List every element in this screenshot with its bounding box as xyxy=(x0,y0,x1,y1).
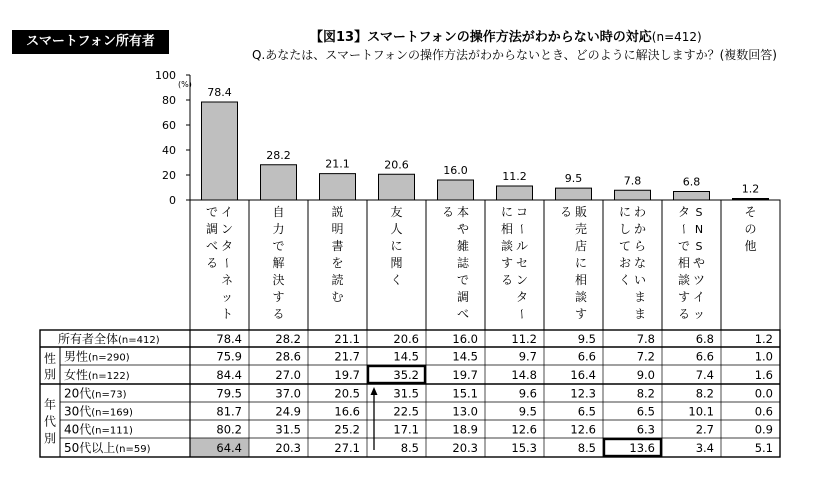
row-label-name: 男性 xyxy=(64,349,89,364)
bar-value-label: 21.1 xyxy=(325,157,350,171)
y-tick-label: 80 xyxy=(162,94,176,107)
table-cell: 5.1 xyxy=(754,441,773,455)
table-cell: 0.9 xyxy=(754,422,773,437)
table-cell: 9.5 xyxy=(518,404,537,419)
category-char: 自 xyxy=(272,205,285,219)
group-label-char: 別 xyxy=(43,431,57,446)
category-char: そ xyxy=(744,205,757,219)
category-char: を xyxy=(331,256,344,270)
table-cell: 78.4 xyxy=(216,332,242,346)
table-cell: 31.5 xyxy=(393,386,419,401)
table-cell: 6.5 xyxy=(636,404,655,419)
table-cell: 16.6 xyxy=(334,404,360,419)
table-cell: 21.7 xyxy=(334,349,360,364)
table-cell: 20.3 xyxy=(452,441,478,455)
table-cell: 2.7 xyxy=(695,422,714,437)
bar xyxy=(320,174,356,200)
category-char: る xyxy=(559,205,573,219)
category-char: む xyxy=(331,290,344,304)
bar xyxy=(556,188,592,200)
category-char: 説 xyxy=(331,205,344,219)
category-char: や xyxy=(692,256,706,270)
bar-value-label: 9.5 xyxy=(564,172,583,186)
table-cell: 19.7 xyxy=(452,368,478,382)
row-label xyxy=(64,349,130,364)
row-label xyxy=(58,331,160,346)
category-char: イ xyxy=(220,205,234,219)
bar xyxy=(615,190,651,200)
table-cell: 6.8 xyxy=(695,332,714,346)
y-tick-label: 40 xyxy=(162,144,176,157)
table-cell: 25.2 xyxy=(334,422,360,437)
table-cell: 6.6 xyxy=(577,349,596,364)
table-cell: 20.3 xyxy=(275,441,301,455)
category-char: 談 xyxy=(574,290,588,304)
table-cell: 27.0 xyxy=(275,368,301,382)
category-char: す xyxy=(272,290,285,304)
category-char: 相 xyxy=(500,222,514,236)
table-cell: 10.1 xyxy=(688,404,714,419)
table-cell: 15.3 xyxy=(511,441,537,455)
category-char: く xyxy=(618,273,632,287)
bar-value-label: 1.2 xyxy=(741,182,760,196)
table-cell: 6.3 xyxy=(636,422,655,437)
category-char: 雑 xyxy=(456,239,470,253)
category-char: ト xyxy=(220,307,234,321)
category-char: 他 xyxy=(744,239,757,253)
bar-value-label: 6.8 xyxy=(682,175,701,189)
table-cell: 16.4 xyxy=(570,368,596,382)
row-label-name: 女性 xyxy=(64,368,89,382)
table-cell: 27.1 xyxy=(334,441,360,455)
row-label xyxy=(64,440,151,455)
category-char: セ xyxy=(515,256,529,270)
table-cell: 7.8 xyxy=(636,332,655,346)
y-tick-label: 60 xyxy=(162,119,176,132)
table-cell: 35.2 xyxy=(393,368,419,382)
category-char: 決 xyxy=(272,273,285,287)
table-cell: 80.2 xyxy=(216,422,242,437)
category-char: 談 xyxy=(677,273,691,287)
category-char: タ xyxy=(220,239,234,253)
category-char: べ xyxy=(205,239,219,253)
category-char: る xyxy=(677,307,691,321)
category-char: で xyxy=(272,239,285,253)
group-label-char: 別 xyxy=(43,367,57,382)
table-cell: 11.2 xyxy=(511,332,537,346)
category-char: ー xyxy=(515,307,529,321)
category-char: の xyxy=(744,222,757,236)
table-cell: 9.6 xyxy=(518,386,537,401)
y-tick-label: 0 xyxy=(169,194,176,207)
category-char: ー xyxy=(677,222,691,236)
bar-value-label: 78.4 xyxy=(207,86,232,99)
row-label-n: (n=169) xyxy=(91,407,133,419)
category-char: 相 xyxy=(677,256,691,270)
table-cell: 17.1 xyxy=(393,422,419,437)
table-cell: 31.5 xyxy=(275,422,301,437)
category-char: す xyxy=(677,290,691,304)
y-tick-label: 100 xyxy=(155,69,176,82)
bar xyxy=(674,192,710,201)
row-label xyxy=(64,367,130,382)
category-char: 販 xyxy=(574,205,588,219)
bar-value-label: 11.2 xyxy=(502,170,527,183)
row-label-name: 20代 xyxy=(64,386,92,401)
table-cell: 13.0 xyxy=(452,404,478,419)
table-cell: 8.2 xyxy=(695,386,714,401)
table-cell: 3.4 xyxy=(695,441,714,455)
bars xyxy=(190,86,780,200)
table-cell: 7.4 xyxy=(695,368,714,382)
bar xyxy=(261,165,297,200)
trend-arrow-head xyxy=(371,387,378,395)
category-char: 本 xyxy=(456,205,470,219)
category-char: 人 xyxy=(390,222,403,236)
row-label xyxy=(64,387,127,401)
category-char: べ xyxy=(456,307,470,321)
bar-value-label: 16.0 xyxy=(443,164,468,177)
table-cell: 8.5 xyxy=(577,441,596,455)
bar xyxy=(497,186,533,200)
table-cell: 24.9 xyxy=(275,404,301,419)
bar xyxy=(202,102,238,200)
category-char: に xyxy=(390,239,403,253)
category-char: る xyxy=(205,256,219,270)
row-label-n: (n=111) xyxy=(91,425,133,437)
category-char: や xyxy=(456,222,470,236)
bar-value-label: 20.6 xyxy=(384,158,409,172)
table-cell: 12.3 xyxy=(570,386,596,401)
table-cell: 6.5 xyxy=(577,404,596,419)
table-cell: 16.0 xyxy=(452,332,478,346)
table-cell: 8.5 xyxy=(400,441,419,455)
table-cell: 18.9 xyxy=(452,422,478,437)
category-char: ネ xyxy=(220,273,234,287)
table-cell: 8.2 xyxy=(636,386,655,401)
y-tick-label: 20 xyxy=(162,169,176,182)
row-label-name: 30代 xyxy=(64,404,92,419)
category-char: ま xyxy=(633,307,647,321)
category-char: す xyxy=(574,307,588,321)
category-char: ル xyxy=(515,239,529,253)
category-char: か xyxy=(633,222,647,236)
table-cell: 14.8 xyxy=(511,368,537,382)
row-label-name: 所有者全体 xyxy=(58,332,119,346)
category-char: ッ xyxy=(692,307,706,321)
category-char: ン xyxy=(515,273,529,287)
category-char: お xyxy=(618,256,632,270)
table-cell: 14.5 xyxy=(393,349,419,364)
category-char: 読 xyxy=(331,273,344,287)
row-label xyxy=(64,405,133,419)
category-char: で xyxy=(677,239,691,253)
table-cell: 20.5 xyxy=(334,386,360,401)
group-label-char: 代 xyxy=(43,414,57,429)
category-char: し xyxy=(618,222,632,236)
category-char: く xyxy=(390,273,403,287)
row-label xyxy=(64,423,133,437)
bar xyxy=(379,174,415,200)
table-cell: 6.6 xyxy=(695,349,714,364)
table-cell: 81.7 xyxy=(216,404,242,419)
table-cell: 20.6 xyxy=(393,332,419,346)
category-char: る xyxy=(441,205,455,219)
category-char: に xyxy=(500,205,514,219)
row-label-name: 40代 xyxy=(64,422,92,437)
bar-value-label: 7.8 xyxy=(623,174,642,188)
y-unit-label: (%) xyxy=(178,80,192,89)
category-char: S xyxy=(695,206,703,219)
category-char: コ xyxy=(515,205,529,219)
bar-value-label: 28.2 xyxy=(266,148,291,162)
table-cell: 7.2 xyxy=(636,349,655,364)
category-char: ッ xyxy=(220,290,234,304)
figure-title-text: 【図13】スマートフォンの操作方法がわからない時の対応 xyxy=(310,30,652,45)
table-cell: 12.6 xyxy=(511,422,537,437)
category-char: る xyxy=(500,273,514,287)
table-cell: 28.6 xyxy=(275,349,301,364)
category-char: わ xyxy=(633,205,647,219)
category-char: タ xyxy=(515,290,529,304)
table-cell: 28.2 xyxy=(275,332,301,346)
category-char: 店 xyxy=(574,239,588,253)
category-char: タ xyxy=(677,205,691,219)
category-char: て xyxy=(618,239,632,253)
table-cell: 13.6 xyxy=(629,441,655,455)
category-char: で xyxy=(205,205,219,219)
table-cell: 15.1 xyxy=(452,386,478,401)
table-cell: 64.4 xyxy=(216,441,242,455)
row-label-n: (n=73) xyxy=(91,389,127,401)
table-cell: 79.5 xyxy=(216,386,242,401)
category-char: 談 xyxy=(500,239,514,253)
category-char: 調 xyxy=(205,222,219,236)
bar xyxy=(438,180,474,200)
category-char: ま xyxy=(633,290,647,304)
row-label-name: 50代以上 xyxy=(64,441,116,455)
category-char: N xyxy=(694,223,704,236)
category-char: に xyxy=(574,256,588,270)
row-label-n: (n=122) xyxy=(88,371,130,382)
row-label-n: (n=412) xyxy=(118,335,160,346)
data-table xyxy=(40,330,780,457)
category-char: 明 xyxy=(331,222,344,236)
category-char: に xyxy=(618,205,632,219)
y-axis xyxy=(155,69,192,330)
category-char: 力 xyxy=(272,222,285,236)
row-label-n: (n=59) xyxy=(115,444,151,455)
table-cell: 1.0 xyxy=(754,349,773,364)
table-cell: 9.5 xyxy=(577,332,596,346)
category-char: 誌 xyxy=(456,256,470,270)
table-cell: 22.5 xyxy=(393,404,419,419)
category-char: 相 xyxy=(574,273,588,287)
table-cell: 19.7 xyxy=(334,368,360,382)
table-cell: 9.0 xyxy=(636,368,655,382)
category-char: 調 xyxy=(456,290,470,304)
table-cell: 14.5 xyxy=(452,349,478,364)
table-cell: 1.2 xyxy=(754,332,773,346)
category-char: イ xyxy=(692,290,706,304)
category-char: い xyxy=(633,273,647,287)
category-char: ら xyxy=(633,239,647,253)
row-label-n: (n=290) xyxy=(88,352,130,364)
group-label-char: 年 xyxy=(43,397,57,412)
table-cell: 0.0 xyxy=(754,386,773,401)
group-label-char: 性 xyxy=(43,351,57,366)
category-char: る xyxy=(272,307,285,321)
table-cell: 12.6 xyxy=(570,422,596,437)
table-cell: 37.0 xyxy=(275,386,301,401)
figure-title-n: (n=412) xyxy=(651,30,702,44)
category-char: 聞 xyxy=(390,256,403,270)
category-char: 書 xyxy=(331,239,344,253)
category-char: ン xyxy=(220,222,234,236)
table-cell: 84.4 xyxy=(216,368,242,382)
category-char: す xyxy=(500,256,514,270)
table-cell: 21.1 xyxy=(334,332,360,346)
table-cell: 0.6 xyxy=(754,404,773,419)
category-char: な xyxy=(633,256,647,270)
category-char: で xyxy=(456,273,470,287)
table-cell: 75.9 xyxy=(216,349,242,364)
table-cell: 9.7 xyxy=(518,349,537,364)
category-labels xyxy=(190,200,780,330)
section-badge: スマートフォン所有者 xyxy=(12,30,169,54)
category-char: S xyxy=(695,240,703,253)
category-char: ー xyxy=(220,256,234,270)
survey-question: Q.あなたは、スマートフォンの操作方法がわからないとき、どのように解決しますか？(複数回答) xyxy=(252,48,777,62)
category-char: 売 xyxy=(574,222,588,236)
category-char: 解 xyxy=(272,256,285,270)
category-char: 友 xyxy=(390,205,403,219)
table-cell: 1.6 xyxy=(754,368,773,382)
category-char: ー xyxy=(515,222,529,236)
category-char: ツ xyxy=(692,273,706,287)
